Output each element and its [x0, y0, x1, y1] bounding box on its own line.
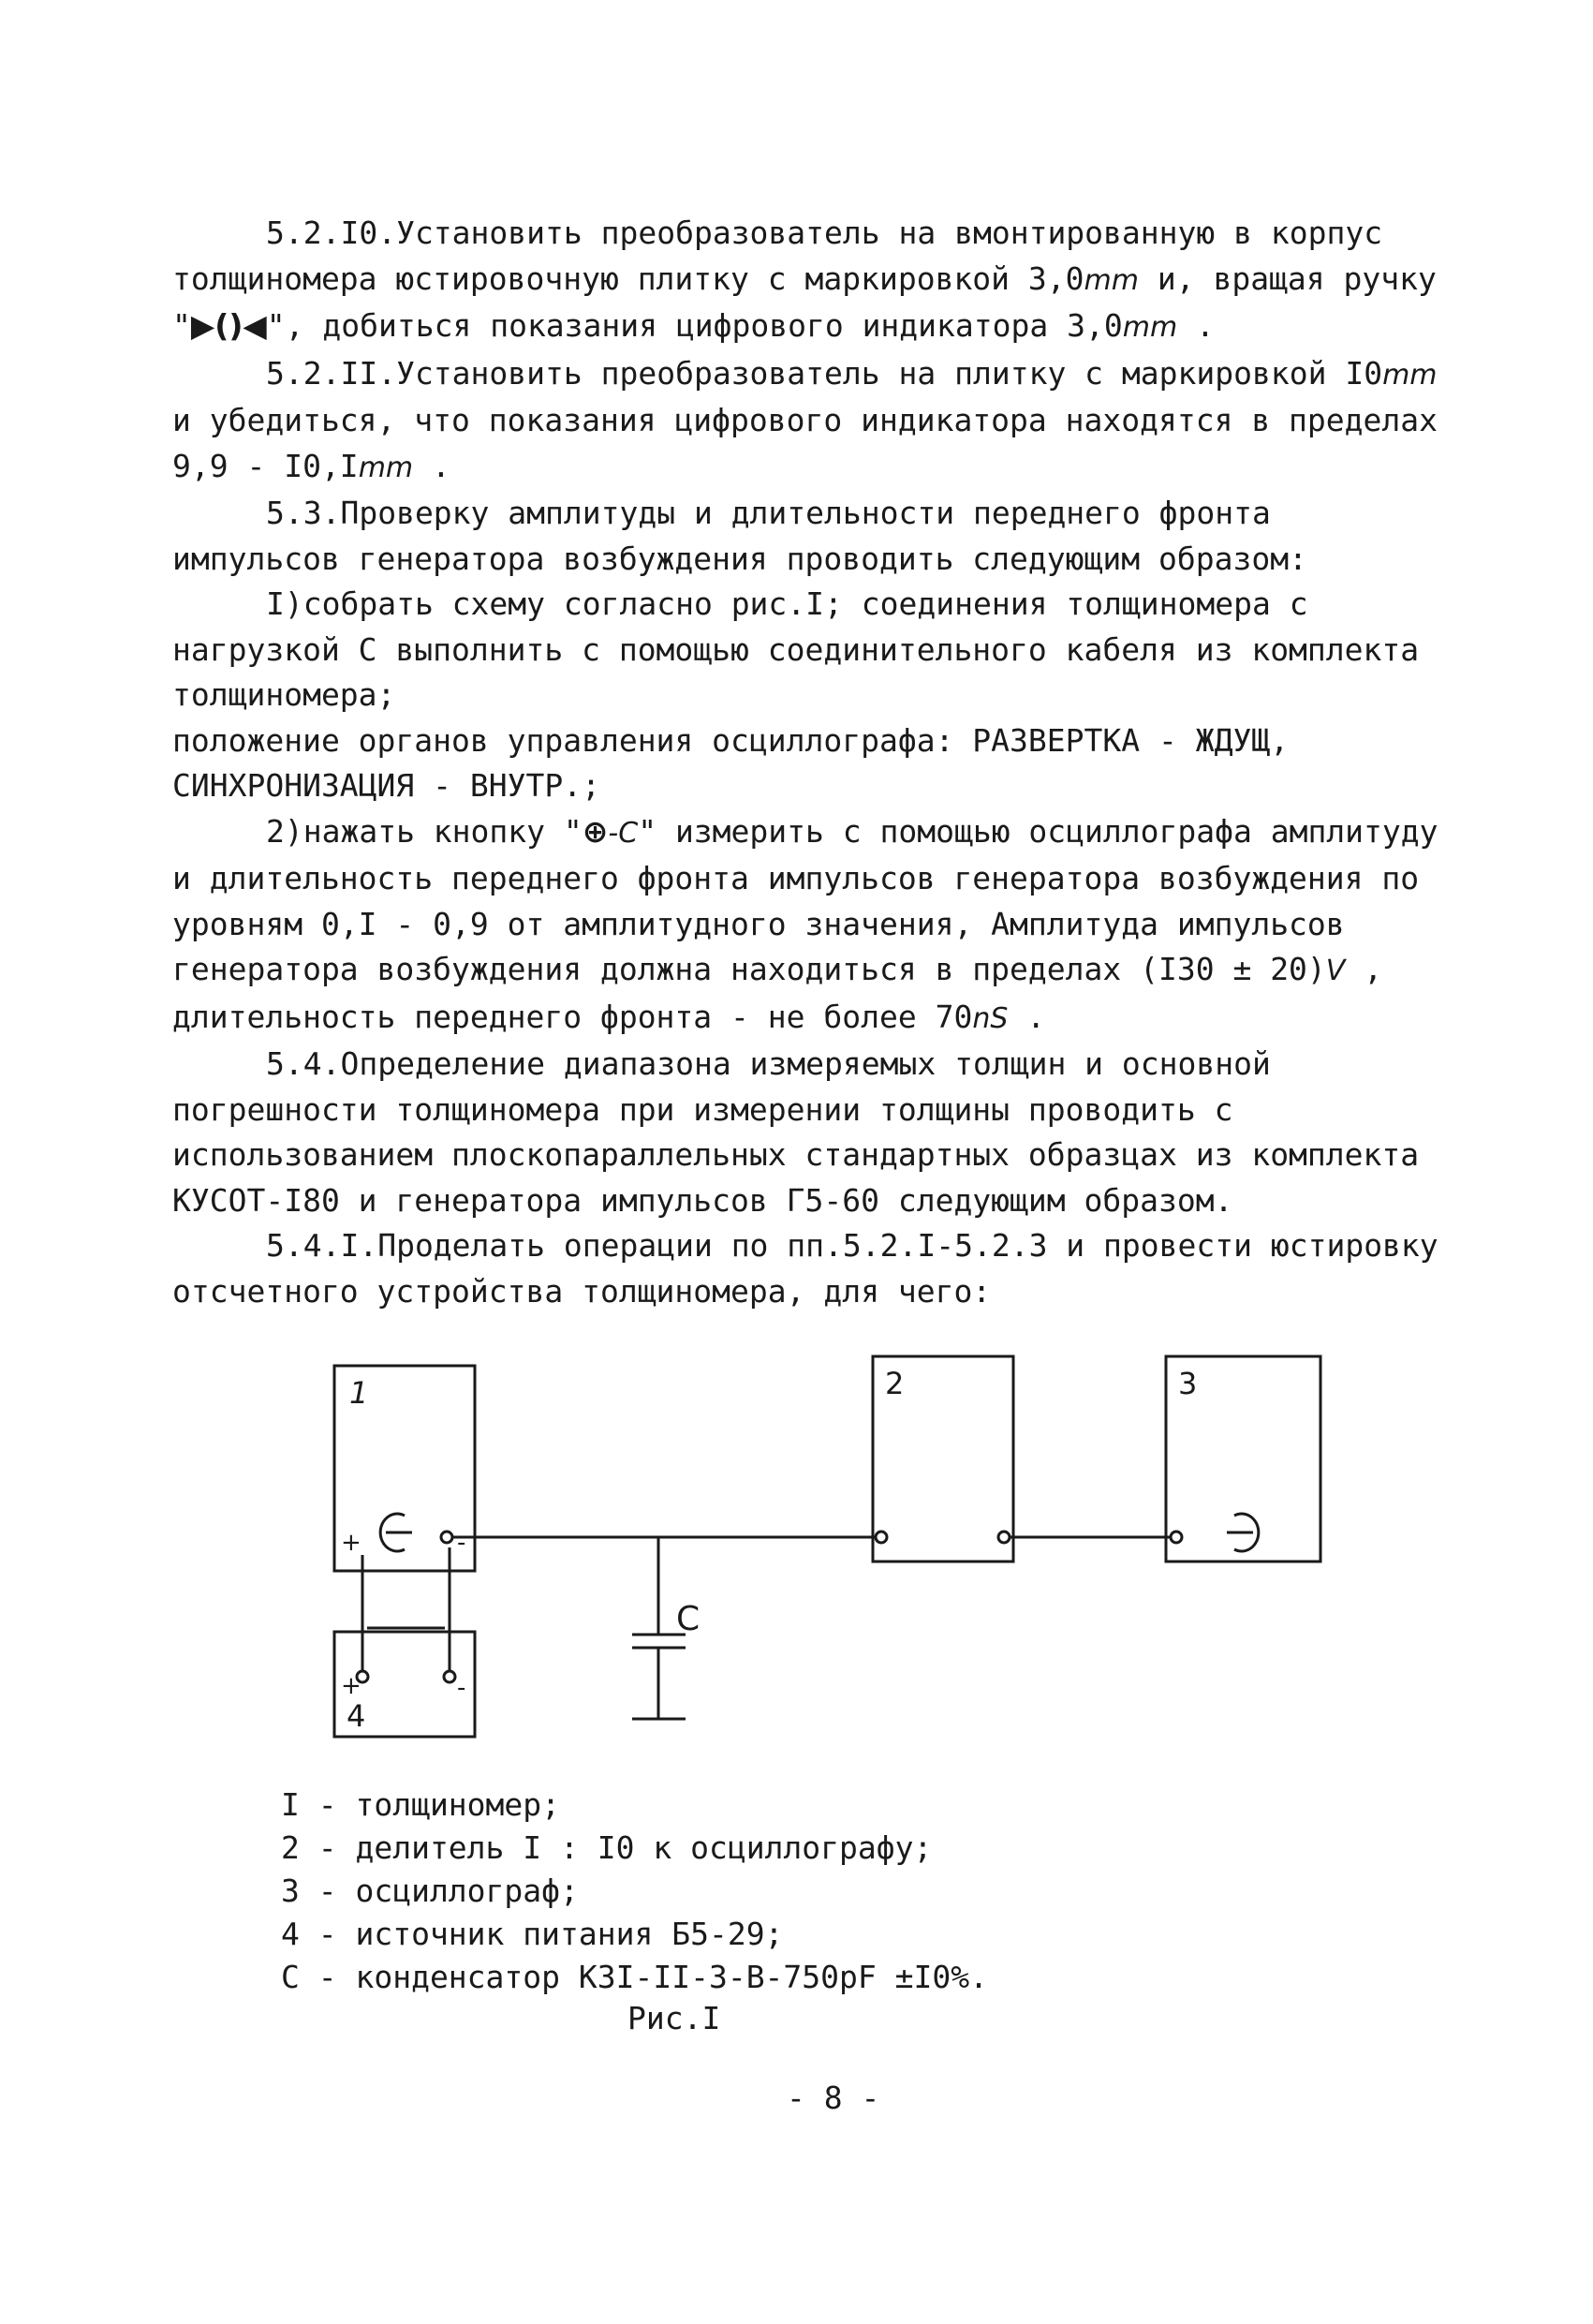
unit-mm: mm [1122, 311, 1178, 344]
paragraph-5-4: 5.4.Определение диапазона измеряемых толщин и основной погрешности толщиномера при измерении толщины проводить с использованием плоскопараллельных стандартных образцах из комплекта КУСОТ-I80 и генератора импульсов Г5-60 следующим образом. [172, 1045, 1420, 1219]
terminal [998, 1532, 1010, 1543]
box-1-label: 1 [349, 1375, 369, 1411]
capacitor-label: C [676, 1600, 701, 1638]
figure-caption: Рис.I [627, 2000, 721, 2036]
supply-plus-label: + [341, 1672, 361, 1700]
unit-volt: V [1325, 955, 1346, 987]
legend-item: 3 - осциллограф; [281, 1873, 579, 1909]
supply-minus-label: - [457, 1674, 466, 1702]
paragraph-5-2-10: 5.2.I0.Установить преобразователь на вмонтированную в корпус толщиномера юстировочную плитку с маркировкой 3,0mm и, вращая ручку "▶()◀", добиться показания цифрового индикатора 3,0mm . [172, 215, 1437, 344]
paragraph-step-2: 2)нажать кнопку "⊕-C" измерить с помощью осциллографа амплитуду и длительность переднего фронта импульсов генератора возбуждения по уровням 0,I - 0,9 от амплитудного значения, Амплитуда импульсов генератора возбуждения должна находиться в пределах (I30 ± 20)V , длительность переднего фронта - не более 70nS . [172, 812, 1438, 1035]
plus-terminal-label: + [341, 1529, 361, 1557]
box-4-label: 4 [347, 1698, 366, 1734]
adjust-knob-icon: ▶()◀ [190, 307, 267, 344]
legend-item: С - конденсатор КЗI-II-3-В-750pF ±I0%. [281, 1959, 988, 1995]
minus-terminal-label: - [457, 1529, 466, 1557]
box-2-label: 2 [885, 1366, 905, 1401]
legend-item: 4 - источник питания Б5-29; [281, 1916, 784, 1952]
unit-mm: mm [358, 451, 414, 484]
terminal [444, 1671, 455, 1682]
page-number: - 8 - [787, 2080, 880, 2116]
terminal [441, 1532, 452, 1543]
excitation-button-icon: ⊕ [582, 812, 609, 850]
legend-item: I - толщиномер; [281, 1786, 561, 1823]
unit-mm: mm [1382, 358, 1438, 392]
paragraph-5-3: 5.3.Проверку амплитуды и длительности переднего фронта импульсов генератора возбуждения проводить следующим образом: [172, 495, 1307, 577]
unit-mm: mm [1084, 263, 1139, 297]
circuit-diagram [0, 1349, 1593, 1761]
paragraph-5-2-11: 5.2.II.Установить преобразователь на плитку с маркировкой I0mm и убедиться, что показания цифрового индикатора находятся в пределах 9,9 - I0,Imm . [172, 354, 1438, 484]
terminal [1171, 1532, 1182, 1543]
body-text [172, 211, 1446, 1314]
box-3-label: 3 [1178, 1366, 1198, 1401]
paragraph-step-1: I)собрать схему согласно рис.I; соединения толщиномера с нагрузкой С выполнить с помощью соединительного кабеля из комплекта толщиномера; [172, 585, 1420, 713]
terminal [876, 1532, 887, 1543]
legend-item: 2 - делитель I : I0 к осциллографу; [281, 1829, 933, 1866]
paragraph-5-4-1: 5.4.I.Проделать операции по пп.5.2.I-5.2.3 и провести юстировку отсчетного устройства толщиномера, для чего: [172, 1227, 1438, 1310]
unit-ns: nS [972, 1001, 1009, 1035]
paragraph-oscilloscope-settings: положение органов управления осциллографа: РАЗВЕРТКА - ЖДУЩ, СИНХРОНИЗАЦИЯ - ВНУТР.; [172, 721, 1290, 804]
figure-legend [281, 1784, 988, 1999]
